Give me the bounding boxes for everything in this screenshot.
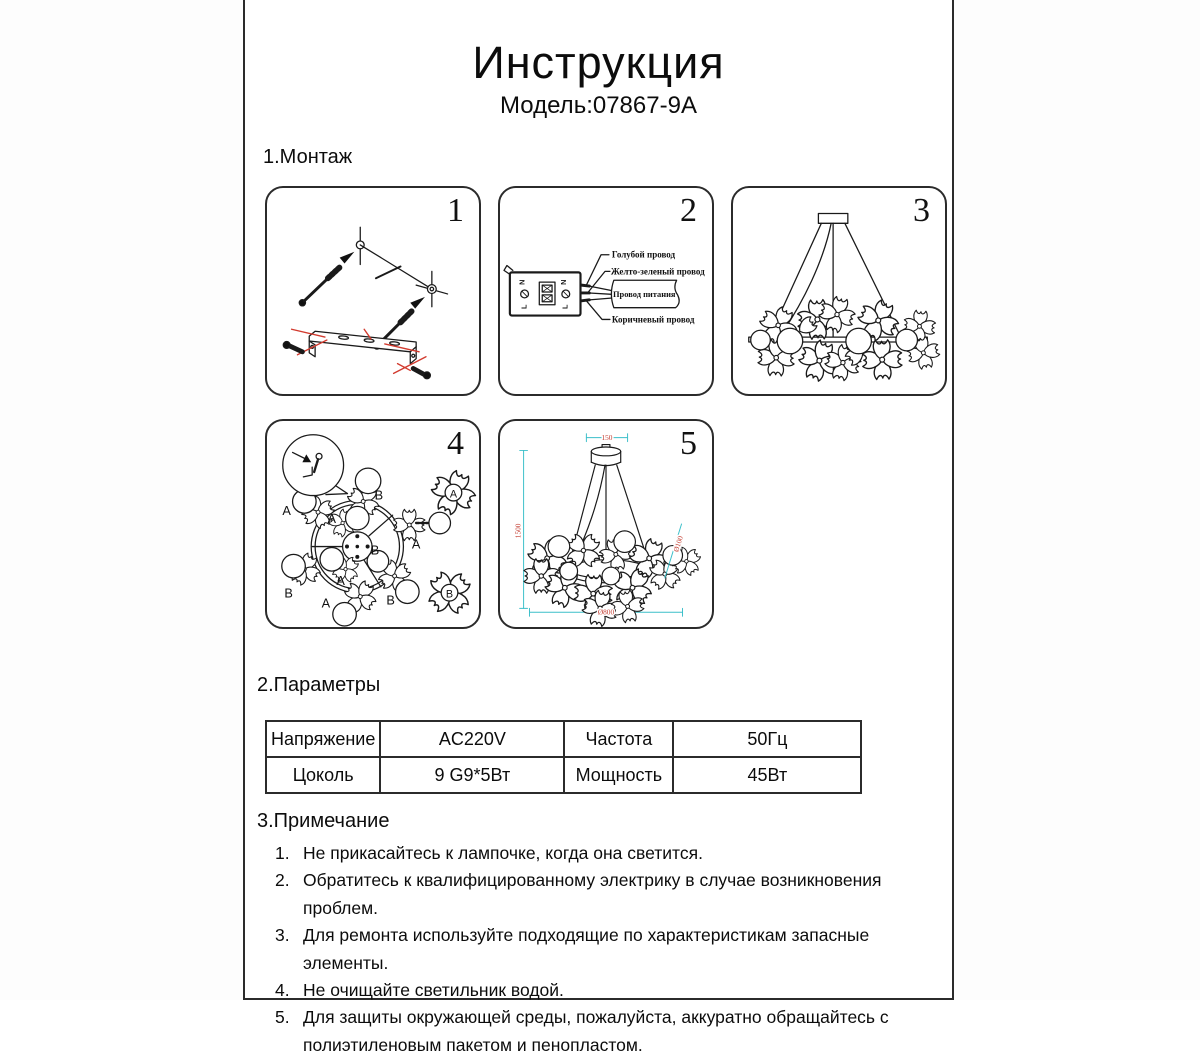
note-number: 2. <box>275 870 290 891</box>
note-item <box>259 977 935 1004</box>
note-text: Не прикасайтесь к лампочке, когда она светится. <box>303 843 703 863</box>
zoom-detail-bubble <box>283 435 348 496</box>
note-item <box>259 922 935 977</box>
note-text: Обратитесь к квалифицированному электрику в случае возникновения проблем. <box>303 870 882 918</box>
montage-step-5-panel <box>498 419 714 629</box>
table-row <box>266 757 861 793</box>
leader-line <box>586 301 610 320</box>
terminal-label-n: N <box>517 279 527 285</box>
part-b-label: B <box>445 588 454 601</box>
wires <box>581 285 613 301</box>
terminal-label-n: N <box>558 279 568 285</box>
page-title: Инструкция <box>472 37 725 88</box>
parameters-table <box>265 720 862 794</box>
position-label: A <box>321 595 331 611</box>
panel-number: 4 <box>447 425 464 462</box>
part-b-detail <box>418 561 481 624</box>
panel-number: 1 <box>447 192 464 229</box>
document-page <box>243 0 954 1055</box>
section-heading-params: 2.Параметры <box>257 674 381 696</box>
blue-wire-label: Голубой провод <box>611 249 676 260</box>
note-text: Для ремонта используйте подходящие по характеристикам запасные элементы. <box>303 925 870 973</box>
montage-step-2-panel <box>498 186 714 396</box>
terminal-label-l: L <box>560 304 570 309</box>
terminal-label-l: L <box>519 304 529 309</box>
position-label: A <box>336 572 345 588</box>
note-number: 3. <box>275 925 290 946</box>
panel-number: 2 <box>680 192 697 229</box>
note-text: Для защиты окружающей среды, пожалуйста, аккуратно обращайтесь с полиэтиленовым пакетом и пенопластом. <box>303 1007 889 1055</box>
param-value: 45Вт <box>673 757 861 793</box>
table-row <box>266 721 861 757</box>
montage-step-4-panel <box>265 419 481 629</box>
param-value: 9 G9*5Вт <box>380 757 564 793</box>
position-label: A <box>327 511 337 527</box>
brown-wire-label: Коричневый провод <box>611 314 695 325</box>
note-number: 1. <box>275 843 290 863</box>
note-item <box>259 840 935 867</box>
note-number: 5. <box>275 1007 290 1028</box>
param-value: 50Гц <box>673 721 861 757</box>
position-label: B <box>386 592 395 608</box>
dim-height: 1500 <box>513 523 523 539</box>
montage-step-1-panel <box>265 186 481 396</box>
section-heading-montage: 1.Монтаж <box>263 146 353 168</box>
panel-number: 3 <box>913 192 930 229</box>
param-label: Частота <box>564 721 673 757</box>
param-label: Мощность <box>564 757 673 793</box>
screw-icon <box>413 368 430 378</box>
dim-width: 150 <box>601 433 613 443</box>
yellow-green-wire-label: Желто-зеленый провод <box>610 266 705 277</box>
note-item <box>259 867 935 922</box>
ceiling-canopy <box>591 445 620 466</box>
screw-anchor-icon <box>299 252 354 306</box>
position-label: B <box>284 585 293 601</box>
dim-bulb-diameter: Ø100 <box>671 534 685 553</box>
part-a-label: A <box>449 488 458 501</box>
position-label: A <box>282 503 291 519</box>
montage-step-3-panel <box>731 186 947 396</box>
panel-number: 5 <box>680 425 697 462</box>
power-cable-label: Провод питания <box>613 288 676 299</box>
param-value: AC220V <box>380 721 564 757</box>
param-label: Напряжение <box>266 721 380 757</box>
note-number: 4. <box>275 980 290 1001</box>
model-number: Модель:07867-9A <box>500 92 697 119</box>
position-label: B <box>374 487 384 503</box>
dim-diameter: Ø800 <box>597 607 615 617</box>
screw-icon <box>283 342 302 352</box>
power-cable <box>611 280 679 307</box>
param-label: Цоколь <box>266 757 380 793</box>
note-text: Не очищайте светильник водой. <box>303 980 564 1001</box>
ceiling-plate <box>818 214 847 224</box>
note-item <box>259 1004 935 1059</box>
part-a-detail <box>426 465 481 520</box>
position-label: A <box>411 536 421 552</box>
section-heading-notes: 3.Примечание <box>257 810 390 832</box>
notes-list <box>259 840 935 1059</box>
position-label: B <box>370 542 380 558</box>
terminal-block <box>504 265 581 315</box>
